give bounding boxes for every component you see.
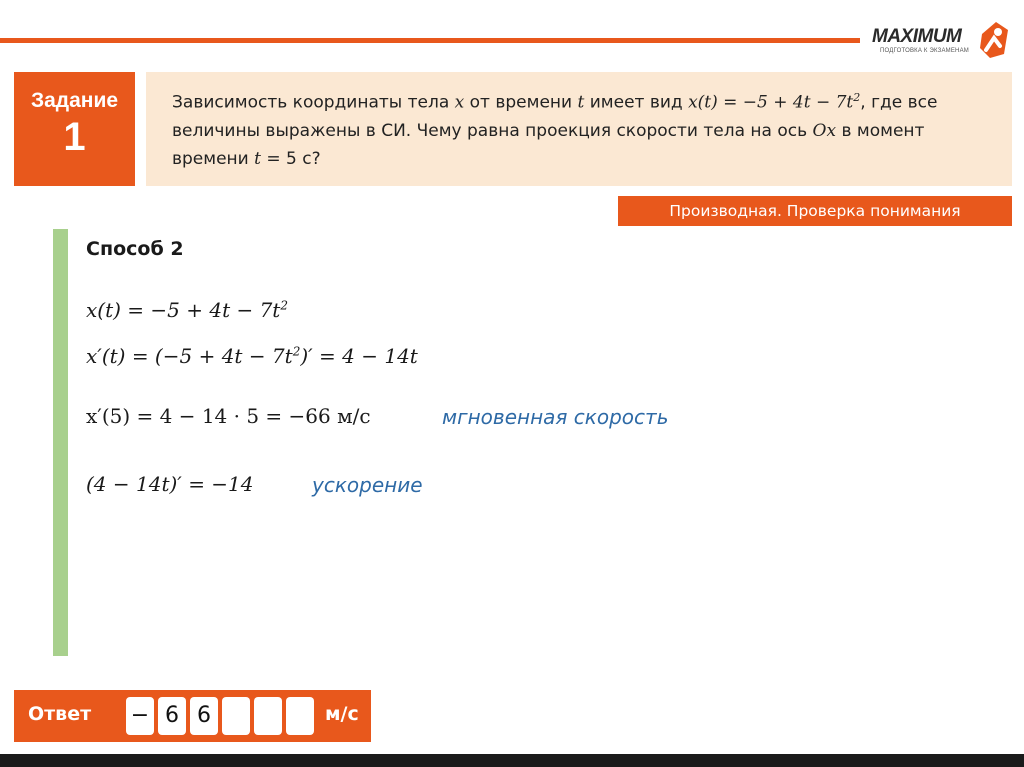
method-title: Способ 2 <box>86 238 184 260</box>
maximum-logo <box>872 20 1012 64</box>
question-var: t <box>577 92 585 113</box>
formula-exponent: 2 <box>280 298 288 313</box>
answer-cell[interactable]: 6 <box>158 697 186 735</box>
question-formula-exponent: 2 <box>853 91 861 104</box>
formula-line-2 <box>86 344 418 368</box>
task-label: Задание <box>30 89 119 112</box>
question-formula: x(t) = −5 + 4t − 7t <box>688 92 854 113</box>
logo-tagline: ПОДГОТОВКА К ЭКЗАМЕНАМ <box>880 48 969 54</box>
formula-text: x′(t) = (−5 + 4t − 7t <box>86 344 293 368</box>
answer-cell[interactable]: − <box>126 697 154 735</box>
question-part: в момент времени <box>172 120 925 169</box>
answer-unit: м/с <box>325 703 359 725</box>
question-var: t <box>254 148 261 169</box>
top-accent-line <box>0 38 860 43</box>
note-acceleration: ускорение <box>312 473 423 497</box>
formula-text: (4 − 14t)′ = −14 <box>86 472 254 496</box>
answer-cell[interactable] <box>222 697 250 735</box>
question-var: x <box>454 92 465 113</box>
question-text <box>146 72 1012 186</box>
question-part: Зависимость координаты тела <box>172 92 455 113</box>
question-part: имеет вид <box>584 92 689 113</box>
task-number: 1 <box>63 115 86 159</box>
formula-line-4 <box>86 472 254 496</box>
bottom-bar <box>0 754 1024 767</box>
formula-line-3 <box>86 404 371 428</box>
task-badge <box>14 72 135 186</box>
logo-figure-icon <box>976 20 1010 60</box>
question-axis: Ox <box>812 120 837 141</box>
answer-cell[interactable] <box>286 697 314 735</box>
formula-text: x(t) = −5 + 4t − 7t <box>86 298 281 322</box>
note-instant-velocity: мгновенная скорость <box>442 405 669 429</box>
answer-cell[interactable]: 6 <box>190 697 218 735</box>
question-part: от времени <box>464 92 578 113</box>
question-part: = 5 с? <box>260 148 321 169</box>
answer-label: Ответ <box>28 703 92 725</box>
formula-line-1 <box>86 298 288 322</box>
formula-text: )′ = 4 − 14t <box>300 344 418 368</box>
formula-exponent: 2 <box>292 344 301 359</box>
formula-text: x′(5) = 4 − 14 · 5 = −66 м/с <box>86 404 371 428</box>
question-part: , где все величины выражены в СИ. Чему равна проекция скорости тела на ось <box>172 92 938 141</box>
topic-tag: Производная. Проверка понимания <box>618 196 1012 226</box>
answer-cell[interactable] <box>254 697 282 735</box>
solution-side-bar <box>53 229 68 656</box>
logo-brand: MAXIMUM <box>872 26 962 47</box>
answer-box <box>14 690 371 742</box>
